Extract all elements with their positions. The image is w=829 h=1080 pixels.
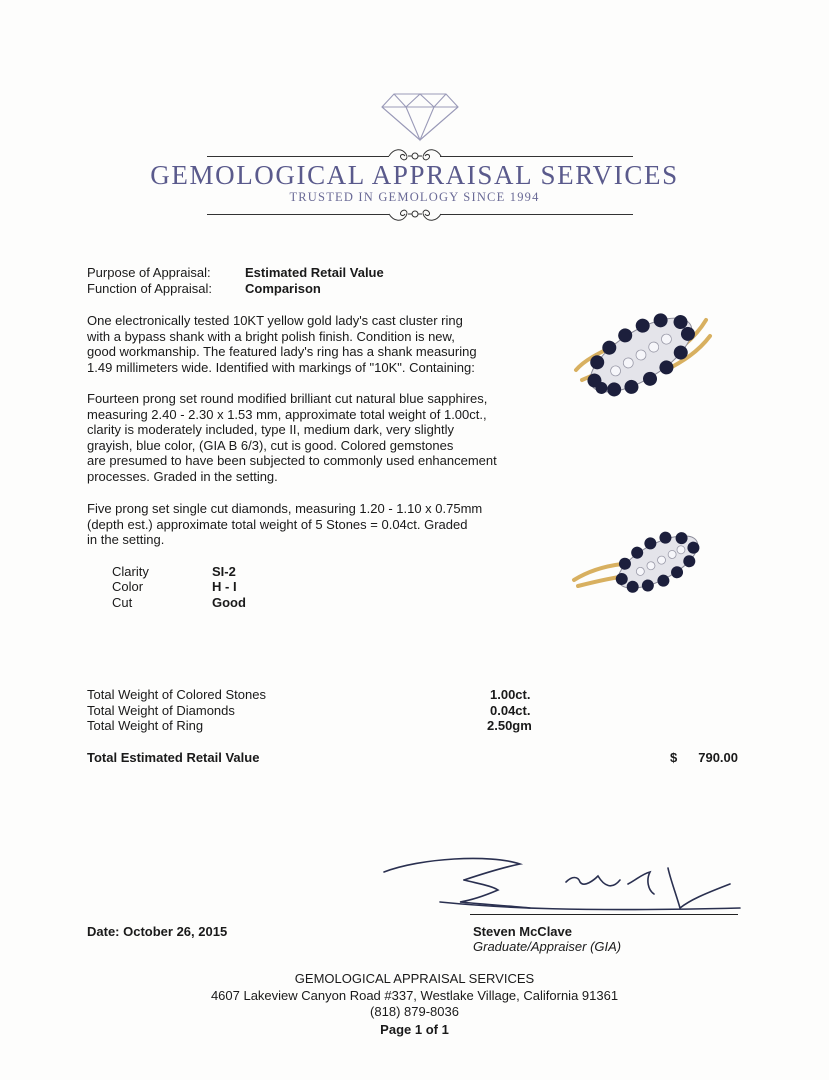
total-diamonds-value: 0.04ct. — [490, 703, 531, 718]
purpose-value: Estimated Retail Value — [245, 265, 384, 280]
scroll-ornament-icon — [386, 204, 444, 224]
appraiser-name: Steven McClave — [473, 924, 572, 939]
sapphire-description — [87, 391, 497, 485]
footer-address: 4607 Lakeview Canyon Road #337, Westlake Village, California 91361 — [210, 988, 619, 1003]
sapphire-line: Fourteen prong set round modified brilliant cut natural blue sapphires, — [87, 391, 488, 406]
diamond-logo-icon — [380, 92, 460, 142]
sapphire-line: processes. Graded in the setting. — [87, 468, 278, 484]
header-rule-bottom — [440, 214, 633, 215]
function-value: Comparison — [245, 281, 321, 296]
description-line: 1.49 millimeters wide. Identified with markings of "10K". Containing: — [87, 359, 475, 375]
signature-line — [470, 914, 738, 915]
ring-photo-side — [566, 520, 716, 610]
footer-company: GEMOLOGICAL APPRAISAL SERVICES — [294, 971, 535, 986]
appraiser-title: Graduate/Appraiser (GIA) — [473, 939, 622, 954]
appraisal-date: Date: October 26, 2015 — [87, 924, 228, 939]
total-colored-stones-label: Total Weight of Colored Stones — [87, 687, 266, 702]
diamond-line: Five prong set single cut diamonds, measuring 1.20 - 1.10 x 0.75mm — [87, 501, 483, 516]
function-label: Function of Appraisal: — [87, 281, 213, 296]
grade-value-cut: Good — [212, 595, 246, 610]
grade-label-cut: Cut — [112, 595, 133, 610]
ring-photo-top — [566, 300, 716, 410]
page-number: Page 1 of 1 — [380, 1022, 449, 1037]
total-diamonds-label: Total Weight of Diamonds — [87, 703, 235, 718]
header-rule-bottom — [207, 214, 389, 215]
grade-value-color: H - I — [212, 579, 237, 594]
description-line: with a bypass shank with a bright polish finish. Condition is new, — [87, 328, 455, 344]
header-rule-top — [207, 156, 389, 157]
total-ring-weight-label: Total Weight of Ring — [87, 718, 204, 733]
grade-value-clarity: SI-2 — [212, 564, 236, 579]
sapphire-line: clarity is moderately included, type II, medium dark, very slightly — [87, 422, 455, 438]
diamond-line: (depth est.) approximate total weight of 5 Stones = 0.04ct. Graded — [87, 516, 468, 532]
sapphire-line: measuring 2.40 - 2.30 x 1.53 mm, approximate total weight of 1.00ct., — [87, 406, 487, 422]
retail-value-label: Total Estimated Retail Value — [87, 750, 260, 765]
sapphire-line: are presumed to have been subjected to commonly used enhancement — [87, 453, 497, 469]
diamond-line: in the setting. — [87, 532, 165, 548]
description-line: good workmanship. The featured lady's ring has a shank measuring — [87, 344, 477, 360]
total-colored-stones-value: 1.00ct. — [490, 687, 531, 702]
retail-value-amount: 790.00 — [698, 750, 738, 765]
description-line: One electronically tested 10KT yellow gold lady's cast cluster ring — [87, 313, 463, 328]
grade-label-clarity: Clarity — [112, 564, 149, 579]
company-tagline: TRUSTED IN GEMOLOGY SINCE 1994 — [289, 190, 540, 204]
total-ring-weight-value: 2.50gm — [487, 718, 532, 733]
logo — [0, 0, 829, 230]
ring-description — [87, 313, 477, 375]
footer-phone: (818) 879-8036 — [370, 1004, 459, 1019]
diamond-description — [87, 501, 482, 548]
purpose-label: Purpose of Appraisal: — [87, 265, 211, 280]
sapphire-line: grayish, blue color, (GIA B 6/3), cut is good. Colored gemstones — [87, 437, 454, 453]
header-rule-top — [440, 156, 633, 157]
grade-label-color: Color — [112, 579, 144, 594]
handwritten-signature — [380, 850, 750, 920]
company-logo-text: GEMOLOGICAL APPRAISAL SERVICES — [150, 160, 679, 190]
currency-symbol: $ — [670, 750, 678, 765]
